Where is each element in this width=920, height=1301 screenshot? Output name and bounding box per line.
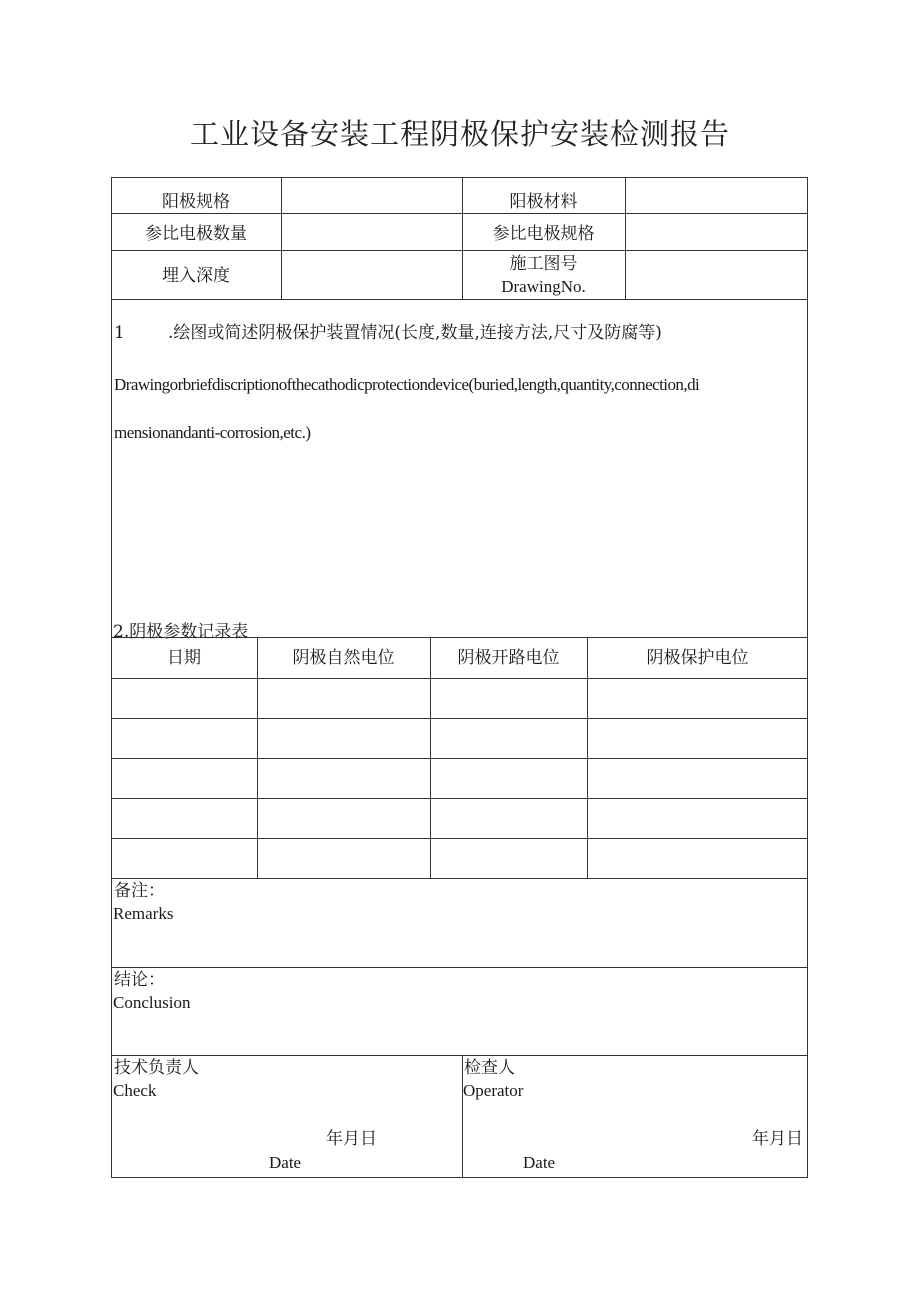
row-divider xyxy=(111,299,808,300)
left-date-label-en: Date xyxy=(269,1153,302,1172)
remarks-label-en: Remarks xyxy=(113,904,174,923)
column-header-natural-potential: 阴极自然电位 xyxy=(292,648,395,668)
row-divider xyxy=(111,718,808,719)
burial-depth-value[interactable] xyxy=(282,251,461,299)
technical-lead-label-cn: 技术负责人 xyxy=(114,1058,199,1078)
technical-lead-label-en: Check xyxy=(113,1081,157,1100)
col-divider xyxy=(430,637,431,878)
section1-description-en-line2: mensionandanti-corrosion,etc.) xyxy=(114,423,311,442)
conclusion-label-cn: 结论： xyxy=(114,970,165,990)
row-divider xyxy=(111,967,808,968)
inspector-label-cn: 检查人 xyxy=(464,1058,515,1078)
anode-material-label: 阳极材料 xyxy=(509,192,578,212)
row-divider xyxy=(111,878,808,879)
left-date-label-cn: 年月日 xyxy=(326,1129,377,1149)
column-header-protection-potential: 阴极保护电位 xyxy=(646,648,749,668)
drawing-number-label-en: DrawingNo. xyxy=(501,277,586,296)
right-date-label-en: Date xyxy=(523,1153,556,1172)
col-divider xyxy=(257,637,258,878)
drawing-number-label-cn: 施工图号 xyxy=(509,254,578,274)
conclusion-label-en: Conclusion xyxy=(113,993,191,1012)
section1-number: 1 xyxy=(114,323,125,343)
reference-electrode-count-value[interactable] xyxy=(282,214,461,250)
reference-electrode-count-label: 参比电极数量 xyxy=(145,224,247,244)
row-divider xyxy=(111,1055,808,1056)
section1-heading: .绘图或简述阴极保护装置情况(长度,数量,连接方法,尺寸及防腐等) xyxy=(168,323,662,343)
column-header-open-circuit-potential: 阴极开路电位 xyxy=(457,648,560,668)
row-divider xyxy=(111,678,808,679)
remarks-label-cn: 备注： xyxy=(114,881,165,901)
inspector-label-en: Operator xyxy=(463,1081,524,1100)
col-divider xyxy=(587,637,588,878)
drawing-number-value[interactable] xyxy=(626,251,807,299)
row-divider xyxy=(111,758,808,759)
row-divider xyxy=(111,838,808,839)
burial-depth-label: 埋入深度 xyxy=(162,266,230,286)
drawing-area[interactable] xyxy=(112,450,807,620)
col-divider xyxy=(462,1055,463,1178)
anode-spec-label: 阳极规格 xyxy=(162,192,230,212)
anode-material-value[interactable] xyxy=(626,178,807,213)
anode-spec-value[interactable] xyxy=(282,178,461,213)
reference-electrode-spec-value[interactable] xyxy=(626,214,807,250)
row-divider xyxy=(111,798,808,799)
right-date-label-cn: 年月日 xyxy=(752,1129,803,1149)
section1-description-en-line1: Drawingorbriefdiscriptionofthecathodicprotectiondevice(buried,length,quantity,connection,di xyxy=(114,375,700,394)
section2-heading: 2.阴极参数记录表 xyxy=(113,622,249,642)
column-header-date: 日期 xyxy=(167,648,201,668)
reference-electrode-spec-label: 参比电极规格 xyxy=(492,224,595,244)
page-title: 工业设备安装工程阴极保护安装检测报告 xyxy=(189,117,730,151)
